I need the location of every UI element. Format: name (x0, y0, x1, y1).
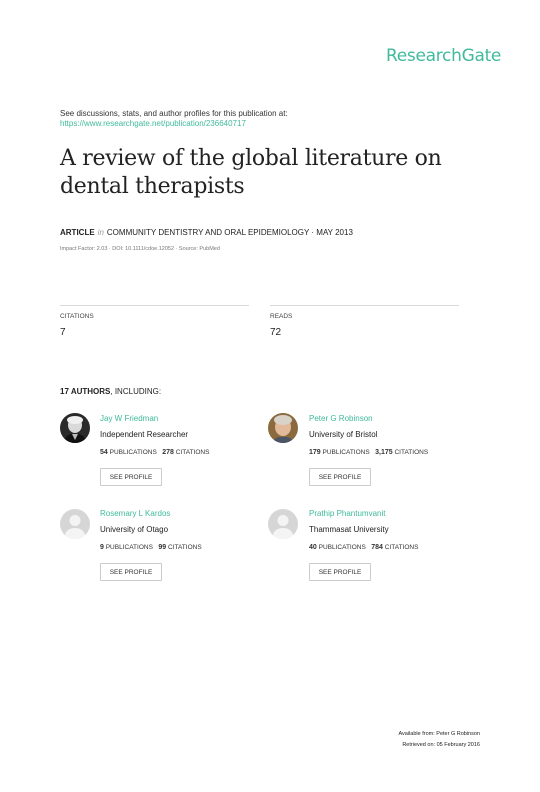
available-from: Available from: Peter G Robinson (398, 731, 480, 737)
author-name[interactable]: Prathip Phantumvanit (309, 509, 386, 518)
author-photo-icon (268, 413, 298, 443)
citations-count: 278 (162, 449, 174, 456)
reads-count: 72 (270, 327, 282, 338)
publications-count: 179 (309, 449, 321, 456)
see-profile-button[interactable]: SEE PROFILE (100, 468, 162, 486)
authors-count: 17 AUTHORS (60, 387, 111, 396)
author-counts (100, 449, 209, 456)
see-profile-button[interactable]: SEE PROFILE (309, 563, 371, 581)
citations-label: CITATIONS (167, 544, 202, 551)
citations-count: 99 (158, 544, 167, 551)
publications-count: 54 (100, 449, 108, 456)
see-profile-button[interactable]: SEE PROFILE (100, 563, 162, 581)
author-counts (309, 544, 418, 551)
citations-label: CITATIONS (175, 449, 210, 456)
author-institution: University of Otago (100, 525, 169, 534)
citations-label: CITATIONS (384, 544, 419, 551)
journal-name[interactable]: COMMUNITY DENTISTRY AND ORAL EPIDEMIOLOGY · MAY 2013 (106, 228, 353, 237)
researchgate-logo[interactable]: ResearchGate (386, 46, 502, 66)
authors-including: , INCLUDING: (110, 387, 162, 396)
citations-count: 7 (60, 327, 66, 338)
author-name[interactable]: Peter G Robinson (309, 414, 373, 423)
author-institution: Independent Researcher (100, 430, 189, 439)
avatar[interactable] (60, 509, 90, 539)
avatar[interactable] (60, 413, 90, 443)
avatar[interactable] (268, 509, 298, 539)
citations-label: CITATIONS (394, 449, 429, 456)
citations-count: 3,175 (375, 449, 393, 456)
see-profile-button[interactable]: SEE PROFILE (309, 468, 371, 486)
retrieved-on: Retrieved on: 05 February 2016 (402, 742, 480, 748)
author-institution: Thammasat University (309, 525, 389, 534)
citations-count: 784 (371, 544, 383, 551)
in-label: in (97, 228, 104, 237)
citations-label: CITATIONS (60, 313, 94, 320)
publications-count: 9 (100, 544, 104, 551)
reads-label: READS (270, 313, 293, 320)
article-details: Impact Factor: 2.03 · DOI: 10.1111/cdoe.12052 · Source: PubMed (60, 246, 220, 252)
discussion-note: See discussions, stats, and author profiles for this publication at: (60, 109, 288, 118)
article-meta (60, 228, 353, 237)
article-type: ARTICLE (60, 228, 95, 237)
citations-divider (60, 305, 249, 306)
author-name[interactable]: Rosemary L Kardos (100, 509, 171, 518)
author-counts (100, 544, 202, 551)
publications-label: PUBLICATIONS (109, 449, 157, 456)
author-institution: University of Bristol (309, 430, 378, 439)
user-placeholder-icon (60, 509, 90, 539)
user-placeholder-icon (268, 509, 298, 539)
author-name[interactable]: Jay W Friedman (100, 414, 159, 423)
publication-title: A review of the global literature on dental therapists (60, 146, 442, 199)
publications-label: PUBLICATIONS (318, 544, 366, 551)
avatar[interactable] (268, 413, 298, 443)
publications-label: PUBLICATIONS (105, 544, 153, 551)
publication-link[interactable]: https://www.researchgate.net/publication/236640717 (60, 119, 246, 128)
reads-divider (270, 305, 459, 306)
author-counts (309, 449, 428, 456)
publications-label: PUBLICATIONS (322, 449, 370, 456)
author-photo-icon (60, 413, 90, 443)
authors-heading (60, 387, 161, 396)
publications-count: 40 (309, 544, 317, 551)
